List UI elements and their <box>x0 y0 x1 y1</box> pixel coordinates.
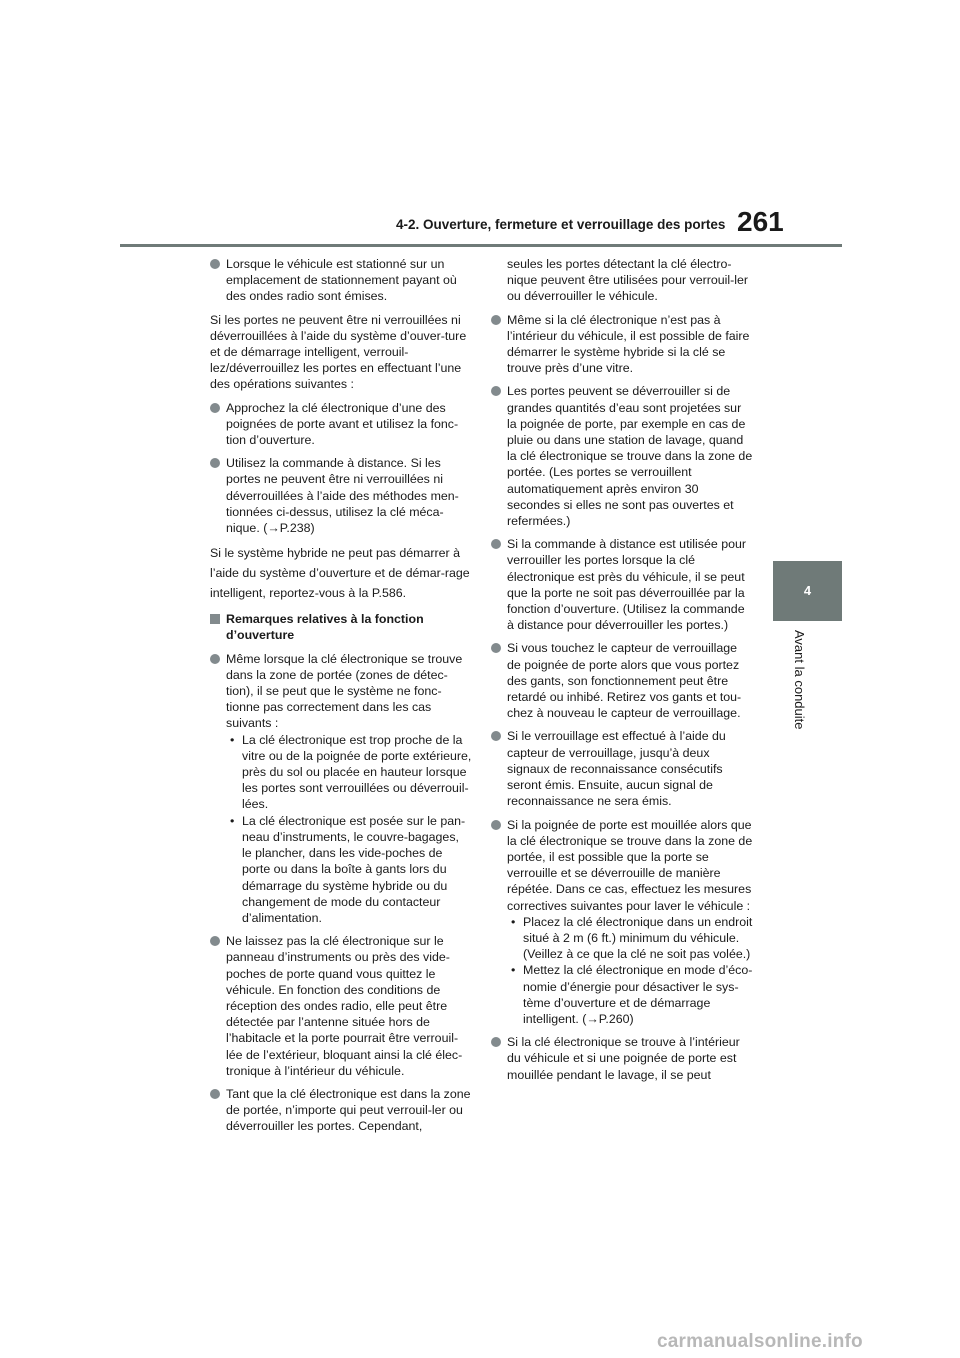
bullet-text: Si la clé électronique se trouve à l’intérieur du véhicule et si une poignée de porte est mouillée pendant le lavage, il se peut <box>507 1035 740 1082</box>
bullet-dot-icon <box>491 731 501 741</box>
sub-list-item <box>226 813 472 926</box>
bullet-text: Utilisez la commande à distance. Si les portes ne peuvent être ni verrouillées ni déverrouillées à l’aide des méthodes men-tionnées ci-dessus, utilisez la clé méca-nique. (→P.238) <box>226 456 459 536</box>
bullet-dot-icon <box>491 315 501 325</box>
bullet-dot-icon <box>210 1089 220 1099</box>
bullet-dot-icon <box>210 259 220 269</box>
sub-bullet-icon: • <box>511 914 516 929</box>
paragraph: Si les portes ne peuvent être ni verrouillées ni déverrouillées à l’aide du système d’ouver-ture et de démarrage intelligent, verrouil-lez/déverrouillez les portes en effectuant l’une des opérations suivantes : <box>210 312 467 392</box>
section-heading <box>210 611 472 643</box>
header-rule <box>120 244 842 247</box>
bullet-dot-icon <box>491 643 501 653</box>
bullet-item <box>491 640 753 721</box>
watermark-logo: carmanualsonline.info <box>657 1331 863 1352</box>
bullet-text: Lorsque le véhicule est stationné sur un emplacement de stationnement payant où des ondes radio sont émises. <box>226 257 457 304</box>
sub-list-text: Mettez la clé électronique en mode d’éco-nomie d’énergie pour désactiver le sys-tème d’ouverture et de démarrage intelligent. (→P.260) <box>523 963 753 1026</box>
chapter-tab-number: 4 <box>803 583 812 598</box>
bullet-item <box>210 651 472 926</box>
bullet-text: Si la poignée de porte est mouillée alors que la clé électronique se trouve dans la zone de portée, il est possible que la porte se verrouille et se déverrouille de manière répétée. Dans ce cas, effectuez les mesures correctives suivantes pour laver le véhicule : <box>507 817 753 913</box>
chapter-tab-label: Avant la conduite <box>792 630 807 730</box>
bullet-item <box>210 400 472 449</box>
bullet-text: Approchez la clé électronique d’une des poignées de porte avant et utilisez la fonc-tion d’ouverture. <box>226 400 459 448</box>
bullet-item <box>210 256 472 305</box>
bullet-text: Si le verrouillage est effectué à l’aide du capteur de verrouillage, jusqu’à deux signaux de reconnaissance consécutifs seront émis. Ensuite, aucun signal de reconnaissance ne sera émis. <box>507 729 726 809</box>
bullet-text: Même si la clé électronique n’est pas à l’intérieur du véhicule, il est possible de faire démarrer le système hybride si la clé se trouve près d’une vitre. <box>507 312 750 376</box>
bullet-text: Ne laissez pas la clé électronique sur le panneau d’instruments ou près des vide-poches de porte quand vous quittez le véhicule. En fonction des conditions de réception des ondes radio, elle peut être détectée par l’antenne située hors de l’habitacle et la porte pourrait être verrouil-lée de l’extérieur, bloquant ainsi la clé élec-tronique à l’intérieur du véhicule. <box>226 934 463 1078</box>
chapter-tab <box>773 561 842 621</box>
sub-list-text: La clé électronique est trop proche de la vitre ou de la poignée de porte extérieure, près du sol ou placée en hauteur lorsque les portes sont verrouillées ou déverrouil-lées. <box>242 732 472 812</box>
bullet-item <box>491 1034 753 1083</box>
left-column <box>210 256 472 1142</box>
bullet-text: Même lorsque la clé électronique se trouve dans la zone de portée (zones de détec-tion), il se peut que le système ne fonc-tionne pas correctement dans les cas suivants : <box>226 651 463 731</box>
paragraph: Si le système hybride ne peut pas démarrer à l’aide du système d’ouverture et de démar-rage intelligent, reportez-vous à la P.586. <box>210 546 470 601</box>
bullet-item <box>210 933 472 1079</box>
bullet-dot-icon <box>491 386 501 396</box>
bullet-dot-icon <box>491 539 501 549</box>
bullet-dot-icon <box>210 654 220 664</box>
sub-list-item <box>507 914 753 963</box>
bullet-dot-icon <box>210 936 220 946</box>
bullet-text: Si vous touchez le capteur de verrouillage de poignée de porte alors que vous portez des gants, son fonctionnement peut être retardé ou inhibé. Retirez vos gants et tou-chez à nouveau le capteur de verrouillage. <box>507 641 742 721</box>
sub-bullet-icon: • <box>511 963 516 978</box>
sub-list-text: Placez la clé électronique dans un endroit situé à 2 m (6 ft.) minimum du véhicule. (Veillez à ce que la clé ne soit pas volée.) <box>523 914 753 962</box>
sub-bullet-icon: • <box>230 732 235 747</box>
bullet-item <box>210 1086 472 1135</box>
page-number: 261 <box>737 206 784 237</box>
bullet-item <box>491 817 753 1028</box>
bullet-item <box>210 455 472 536</box>
square-bullet-icon <box>210 614 220 624</box>
section-heading-text: Remarques relatives à la fonction d’ouverture <box>226 612 424 643</box>
bullet-item <box>491 383 753 529</box>
sub-list-text: La clé électronique est posée sur le pan-neau d’instruments, le couvre-bagages, le plancher, dans les vide-poches de porte ou dans la boîte à gants lors du démarrage du système hybride ou du changement de mode du contacteur d’alimentation. <box>242 813 466 925</box>
bullet-text: Tant que la clé électronique est dans la zone de portée, n’importe qui peut verrouil-ler ou déverrouiller les portes. Cependant, <box>226 1086 471 1134</box>
bullet-text: Si la commande à distance est utilisée pour verrouiller les portes lorsque la clé électronique est près du véhicule, il se peut que la porte ne soit pas déverrouillée par la fonction d’ouverture. (Utilisez la commande à distance pour déverrouiller les portes.) <box>507 537 746 633</box>
bullet-item <box>491 728 753 809</box>
bullet-dot-icon <box>210 403 220 413</box>
bullet-dot-icon <box>491 1037 501 1047</box>
right-column <box>491 256 753 1090</box>
paragraph-continued: seules les portes détectant la clé électro-nique peuvent être utilisées pour verrouil-ler ou déverrouiller le véhicule. <box>507 257 749 304</box>
bullet-text: Les portes peuvent se déverrouiller si de grandes quantités d’eau sont projetées sur la poignée de porte, par exemple en cas de pluie ou dans une station de lavage, quand la clé électronique se trouve dans la zone de portée. (Les portes se verrouillent automatiquement après environ 30 secondes si elles ne sont pas ouvertes et refermées.) <box>507 384 753 529</box>
bullet-dot-icon <box>491 820 501 830</box>
sub-bullet-icon: • <box>230 813 235 828</box>
bullet-item <box>491 312 753 377</box>
sub-list-item <box>226 732 472 813</box>
chapter-header: 4-2. Ouverture, fermeture et verrouillage des portes <box>396 217 726 232</box>
bullet-item <box>491 536 753 633</box>
bullet-dot-icon <box>210 458 220 468</box>
sub-list-item <box>507 962 753 1027</box>
